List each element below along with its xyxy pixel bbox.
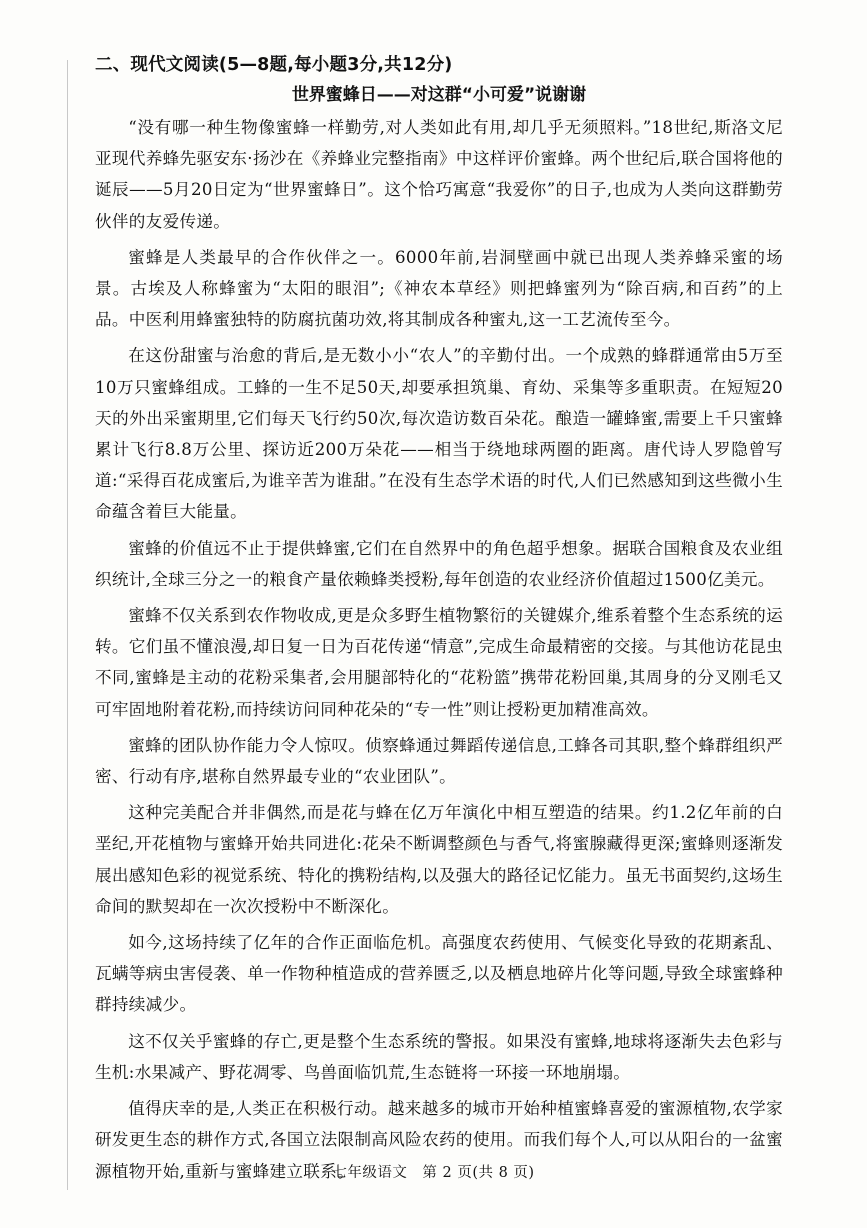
page-footer: 七年级语文 第 2 页(共 8 页) bbox=[332, 1165, 535, 1181]
reading-section bbox=[95, 50, 783, 1192]
paragraph-10: 值得庆幸的是,人类正在积极行动。越来越多的城市开始种植蜜蜂喜爱的蜜源植物,农学家研发更生态的耕作方式,各国立法限制高风险农药的使用。而我们每个人,可以从阳台的一盆蜜源植物开始,重新与蜜蜂建立联系。 bbox=[95, 1099, 783, 1181]
binding-margin-line bbox=[67, 60, 68, 1190]
paragraph-9: 这不仅关乎蜜蜂的存亡,更是整个生态系统的警报。如果没有蜜蜂,地球将逐渐失去色彩与生机:水果减产、野花凋零、鸟兽面临饥荒,生态链将一环接一环地崩塌。 bbox=[95, 1031, 783, 1082]
paragraph-7: 这种完美配合并非偶然,而是花与蜂在亿万年演化中相互塑造的结果。约1.2亿年前的白垩纪,开花植物与蜜蜂开始共同进化:花朵不断调整颜色与香气,将蜜腺藏得更深;蜜蜂则逐渐发展出感知色彩的视觉系统、特化的携粉结构,以及强大的路径记忆能力。虽无书面契约,这场生命间的默契却在一次次授粉中不断深化。 bbox=[95, 803, 783, 916]
article-title: 世界蜜蜂日——对这群“小可爱”说谢谢 bbox=[291, 85, 587, 105]
paragraph-5: 蜜蜂不仅关系到农作物收成,更是众多野生植物繁衍的关键媒介,维系着整个生态系统的运转。它们虽不懂浪漫,却日复一日为百花传递“情意”,完成生命最精密的交接。与其他访花昆虫不同,蜜蜂是主动的花粉采集者,会用腿部特化的“花粉篮”携带花粉回巢,其周身的分叉刚毛又可牢固地附着花粉,而持续访问同种花朵的“专一性”则让授粉更加精准高效。 bbox=[95, 606, 783, 719]
paragraph-4: 蜜蜂的价值远不止于提供蜂蜜,它们在自然界中的角色超乎想象。据联合国粮食及农业组织统计,全球三分之一的粮食产量依赖蜂类授粉,每年创造的农业经济价值超过1500亿美元。 bbox=[95, 538, 783, 589]
section-heading: 二、现代文阅读(5—8题,每小题3分,共12分) bbox=[95, 55, 453, 75]
paragraph-6: 蜜蜂的团队协作能力令人惊叹。侦察蜂通过舞蹈传递信息,工蜂各司其职,整个蜂群组织严密、行动有序,堪称自然界最专业的“农业团队”。 bbox=[95, 735, 783, 787]
paragraph-3: 在这份甜蜜与治愈的背后,是无数小小“农人”的辛勤付出。一个成熟的蜂群通常由5万至10万只蜜蜂组成。工蜂的一生不足50天,却要承担筑巢、育幼、采集等多重职责。在短短20天的外出采蜜期里,它们每天飞行约50次,每次造访数百朵花。酿造一罐蜂蜜,需要上千只蜜蜂累计飞行8.8万公里、探访近200万朵花——相当于绕地球两圈的距离。唐代诗人罗隐曾写道:“采得百花成蜜后,为谁辛苦为谁甜。”在没有生态学术语的时代,人们已然感知到这些微小生命蕴含着巨大能量。 bbox=[95, 346, 783, 522]
paragraph-8: 如今,这场持续了亿年的合作正面临危机。高强度农药使用、气候变化导致的花期紊乱、瓦螨等病虫害侵袭、单一作物种植造成的营养匮乏,以及栖息地碎片化等问题,导致全球蜜蜂种群持续减少。 bbox=[95, 933, 783, 1015]
paragraph-1: “没有哪一种生物像蜜蜂一样勤劳,对人类如此有用,却几乎无须照料。”18世纪,斯洛文尼亚现代养蜂先驱安东·扬沙在《养蜂业完整指南》中这样评价蜜蜂。两个世纪后,联合国将他的诞辰——5月20日定为“世界蜜蜂日”。这个恰巧寓意“我爱你”的日子,也成为人类向这群勤劳伙伴的友爱传递。 bbox=[95, 118, 783, 231]
paragraph-2: 蜜蜂是人类最早的合作伙伴之一。6000年前,岩洞壁画中就已出现人类养蜂采蜜的场景。古埃及人称蜂蜜为“太阳的眼泪”;《神农本草经》则把蜂蜜列为“除百病,和百药”的上品。中医利用蜂蜜独特的防腐抗菌功效,将其制成各种蜜丸,这一工艺流传至今。 bbox=[95, 247, 783, 330]
